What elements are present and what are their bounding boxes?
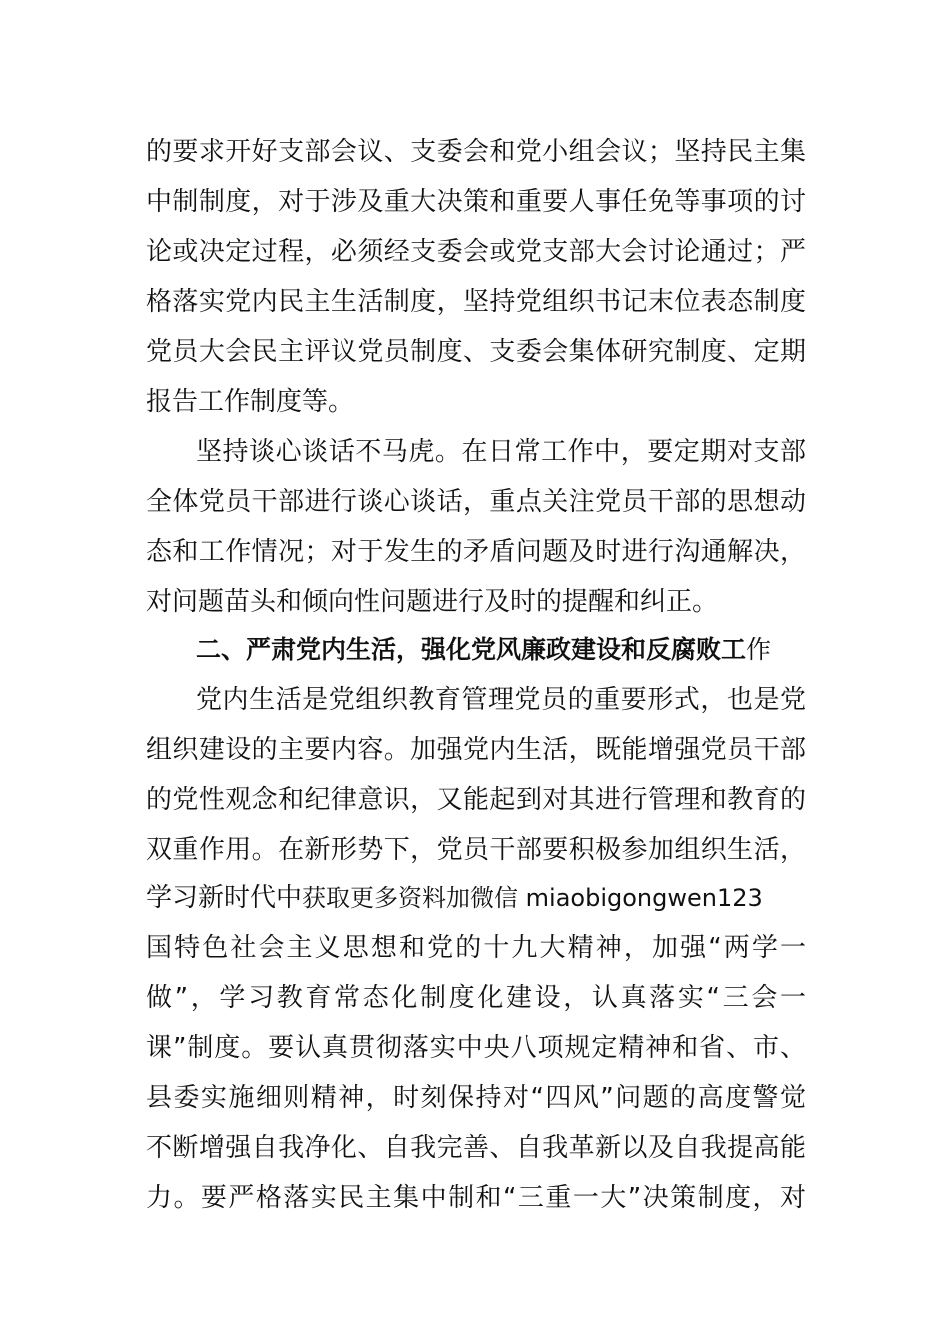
- body-line: 的党性观念和纪律意识，又能起到对其进行管理和教育的: [146, 785, 806, 815]
- watermark-text: 获取更多资料加微信 miaobigongwen123: [302, 884, 763, 912]
- body-line-with-watermark: [146, 873, 806, 923]
- body-line: 坚持谈心谈话不马虎。在日常工作中，要定期对支部: [196, 437, 806, 467]
- body-line: 的要求开好支部会议、支委会和党小组会议；坚持民主集: [146, 137, 806, 167]
- body-line: 对问题苗头和倾向性问题进行及时的提醒和纠正。: [146, 587, 719, 617]
- body-line: 双重作用。在新形势下，党员干部要积极参加组织生活，: [146, 835, 806, 865]
- body-line: 格落实党内民主生活制度，坚持党组织书记末位表态制度: [146, 287, 806, 317]
- body-line: 论或决定过程，必须经支委会或党支部大会讨论通过；严: [146, 237, 806, 267]
- body-line: 组织建设的主要内容。加强党内生活，既能增强党员干部: [146, 735, 806, 765]
- section-heading-tail: 作: [746, 635, 772, 664]
- body-line: 中制制度，对于涉及重大决策和重要人事任免等事项的讨: [146, 187, 806, 217]
- body-line-text: 学习新时代中: [146, 883, 303, 913]
- section-heading: [196, 625, 816, 675]
- body-line: 报告工作制度等。: [146, 387, 355, 417]
- body-line: 县委实施细则精神，时刻保持对“四风”问题的高度警觉: [146, 1083, 806, 1113]
- body-line: 课”制度。要认真贯彻落实中央八项规定精神和省、市、: [146, 1033, 806, 1063]
- body-line: 力。要严格落实民主集中制和“三重一大”决策制度，对: [146, 1183, 806, 1213]
- body-line: 态和工作情况；对于发生的矛盾问题及时进行沟通解决，: [146, 537, 806, 567]
- body-line: 党员大会民主评议党员制度、支委会集体研究制度、定期: [146, 337, 806, 367]
- body-line: 党内生活是党组织教育管理党员的重要形式，也是党: [196, 685, 806, 715]
- body-line: 不断增强自我净化、自我完善、自我革新以及自我提高能: [146, 1133, 806, 1163]
- body-line: 做”，学习教育常态化制度化建设，认真落实“三会一: [146, 983, 806, 1013]
- section-heading-text: 二、严肃党内生活，强化党风廉政建设和反腐败工: [196, 635, 747, 664]
- body-line: 全体党员干部进行谈心谈话，重点关注党员干部的思想动: [146, 487, 806, 517]
- body-line: 国特色社会主义思想和党的十九大精神，加强“两学一: [146, 933, 806, 963]
